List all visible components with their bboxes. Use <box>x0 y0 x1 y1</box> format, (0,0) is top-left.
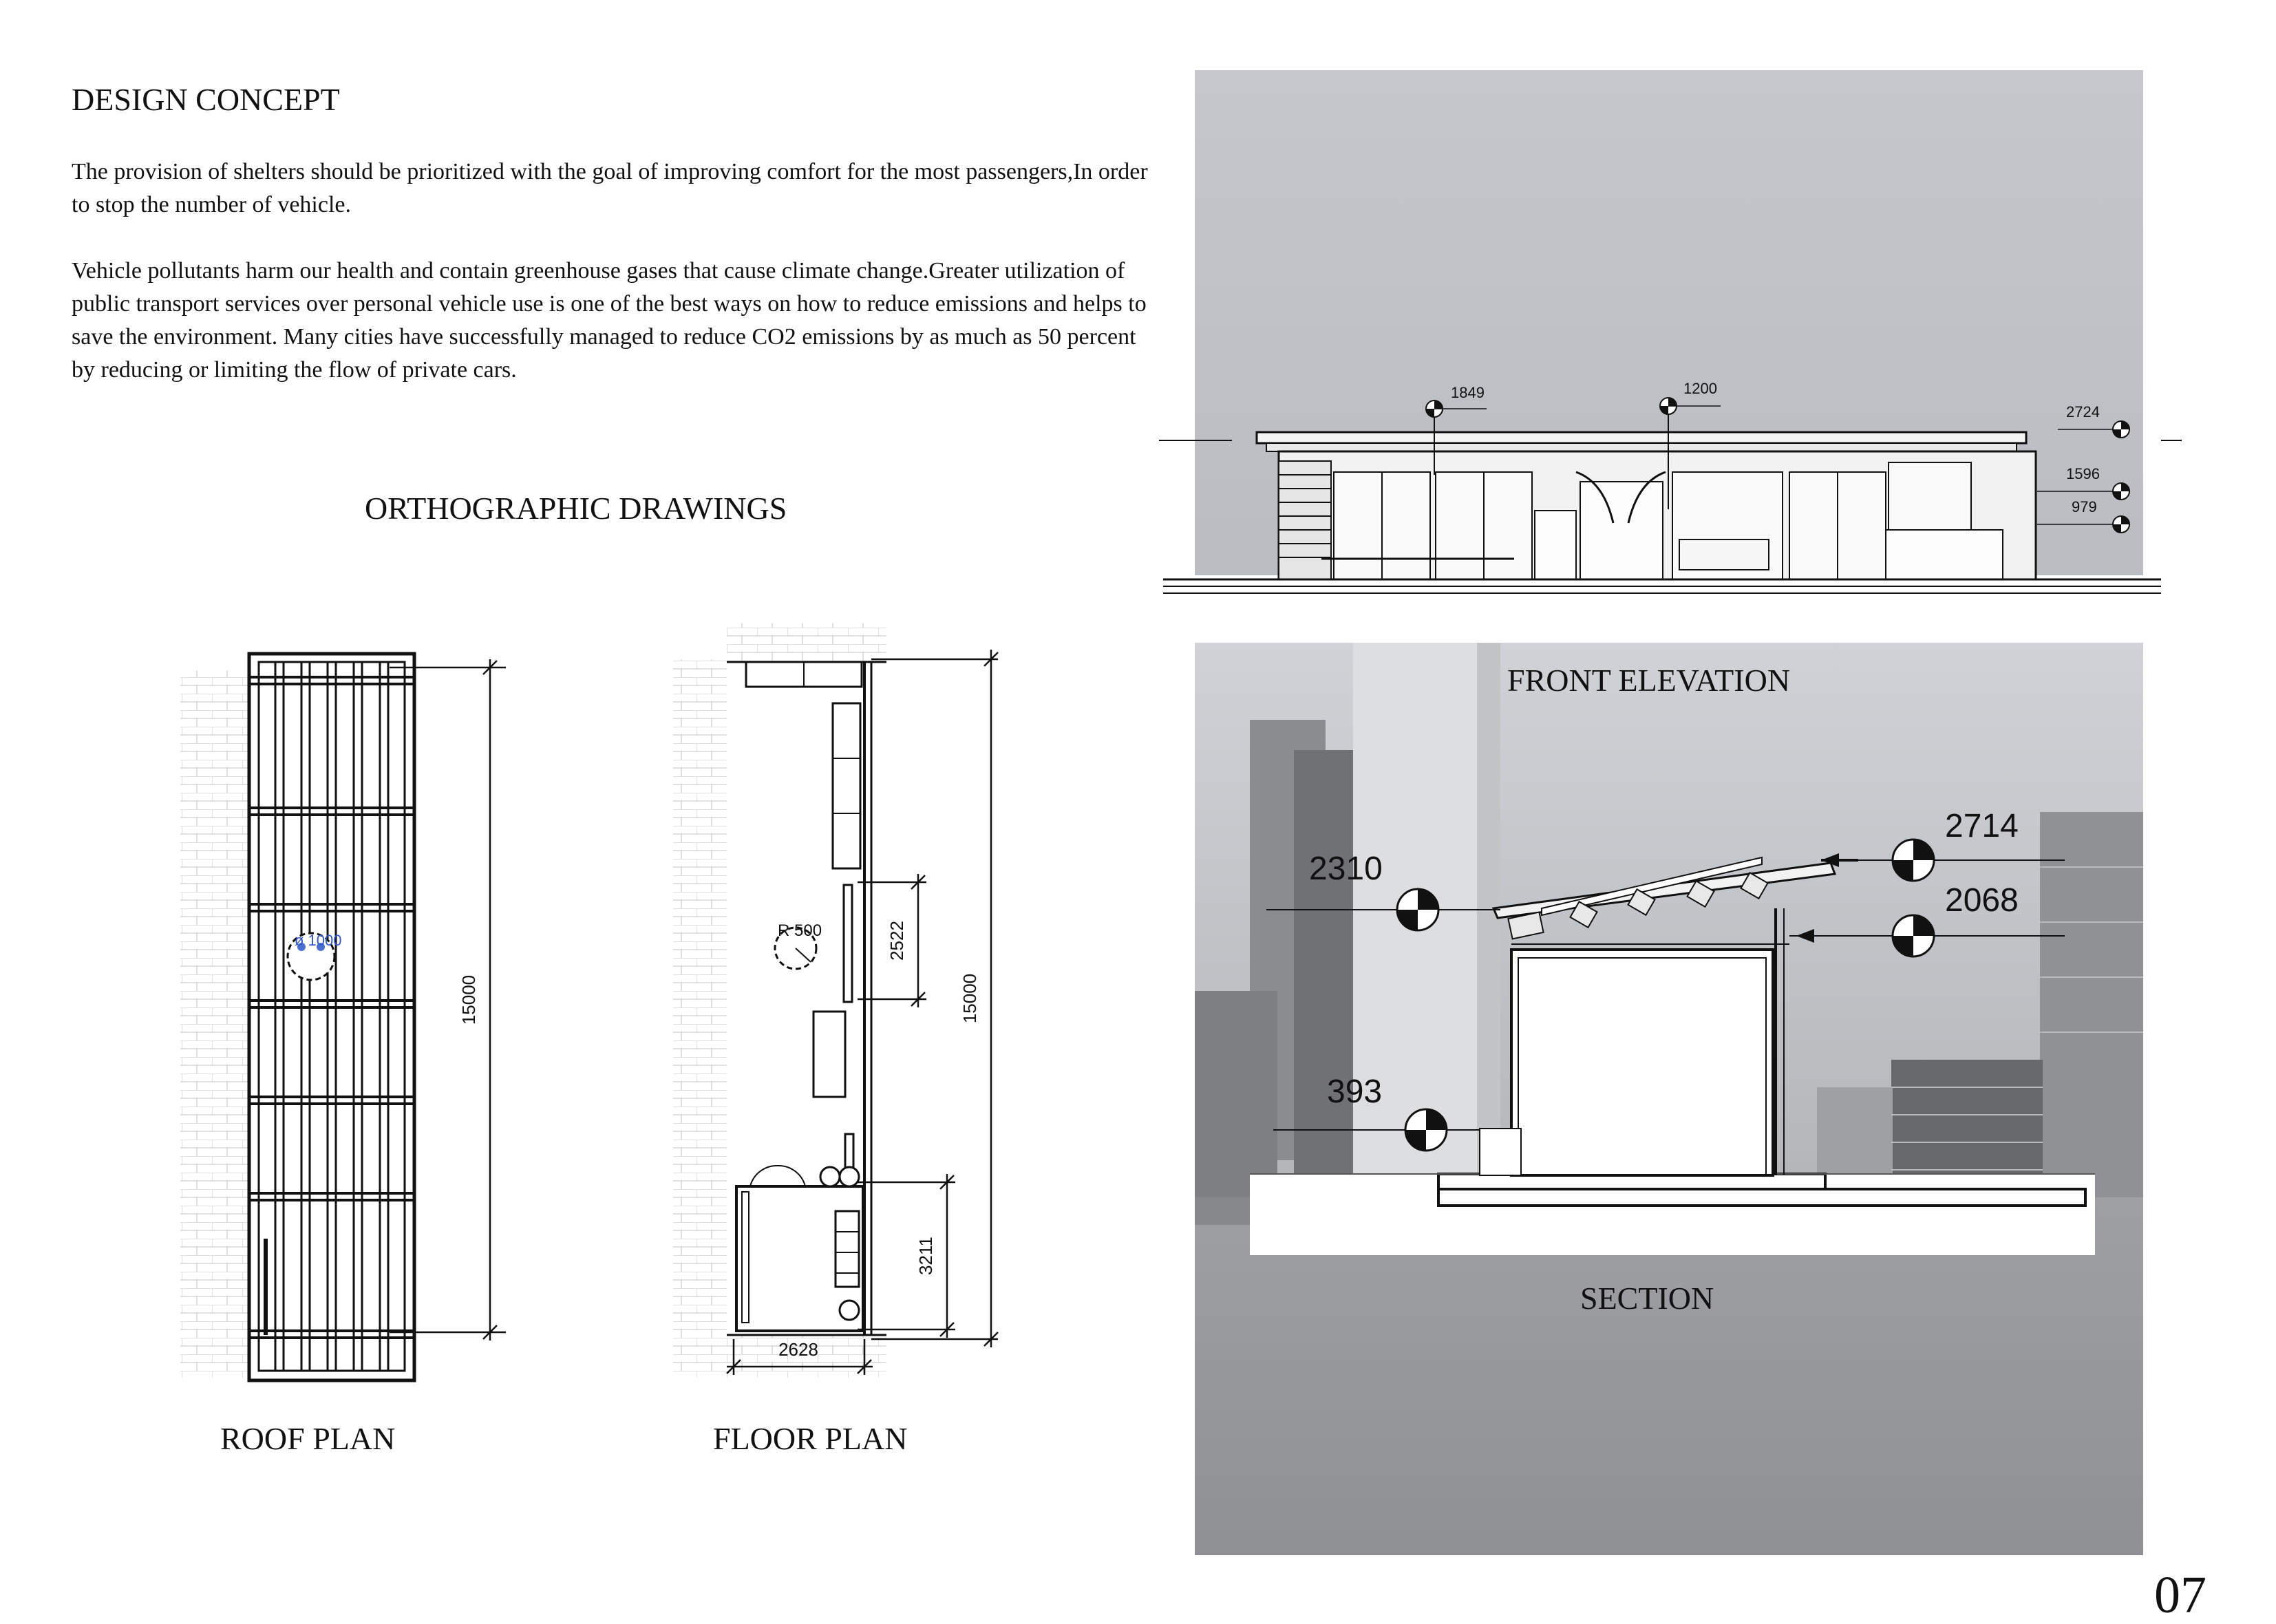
floor-plan <box>673 623 998 1378</box>
floor-radius-dimension: R 500 <box>778 921 822 940</box>
front-elevation-label: FRONT ELEVATION <box>1507 663 1791 698</box>
section-level-4: 393 <box>1327 1073 1383 1110</box>
elevation-level-2: 1200 <box>1683 380 1717 397</box>
section-level-3: 2068 <box>1945 882 2019 919</box>
elevation-level-5: 979 <box>2072 498 2097 515</box>
elevation-level-4: 1596 <box>2066 465 2100 482</box>
shelter-cabin <box>1511 950 1773 1175</box>
brick-wall-top <box>727 623 886 662</box>
section-label: SECTION <box>1580 1281 1714 1316</box>
background-building <box>2040 812 2143 1197</box>
section-panel <box>1195 643 2143 1555</box>
section-level-2: 2714 <box>1945 808 2019 844</box>
roof-circle-dimension: ø 1000 <box>295 932 342 949</box>
orthographic-drawings-heading: ORTHOGRAPHIC DRAWINGS <box>365 491 787 526</box>
front-elevation-panel <box>1159 70 2182 593</box>
roof-length-dimension: 15000 <box>458 974 479 1025</box>
roof-plan-label: ROOF PLAN <box>220 1421 396 1456</box>
concept-paragraph-2: Vehicle pollutants harm our health and contain greenhouse gases that cause climate change.Greater utilization of public transport services over personal vehicle use is one of the best ways on how to reduce emissions and helps to save the environment. Many cities have successfully managed to reduce CO2 emissions by as much as 50 percent by reducing or limiting the flow of private cars. <box>72 258 1147 383</box>
floor-segment-dimension-1: 2522 <box>886 921 907 961</box>
floor-segment-dimension-2: 3211 <box>915 1237 936 1275</box>
floor-width-dimension: 2628 <box>778 1339 818 1360</box>
roof-plan <box>180 654 506 1380</box>
background-building <box>1294 750 1356 1177</box>
floor-plan-label: FLOOR PLAN <box>713 1421 908 1456</box>
floor-length-dimension: 15000 <box>959 973 980 1024</box>
design-concept-heading: DESIGN CONCEPT <box>72 82 340 117</box>
page-number: 07 <box>2154 1566 2206 1624</box>
section-level-1: 2310 <box>1309 851 1383 887</box>
concept-paragraph-1: The provision of shelters should be prioritized with the goal of improving comfort for the most passengers,In order to stop the number of vehicle. <box>72 159 1148 217</box>
elevation-level-3: 2724 <box>2066 403 2100 420</box>
elevation-level-1: 1849 <box>1451 384 1485 401</box>
brick-wall-left <box>673 659 727 1378</box>
